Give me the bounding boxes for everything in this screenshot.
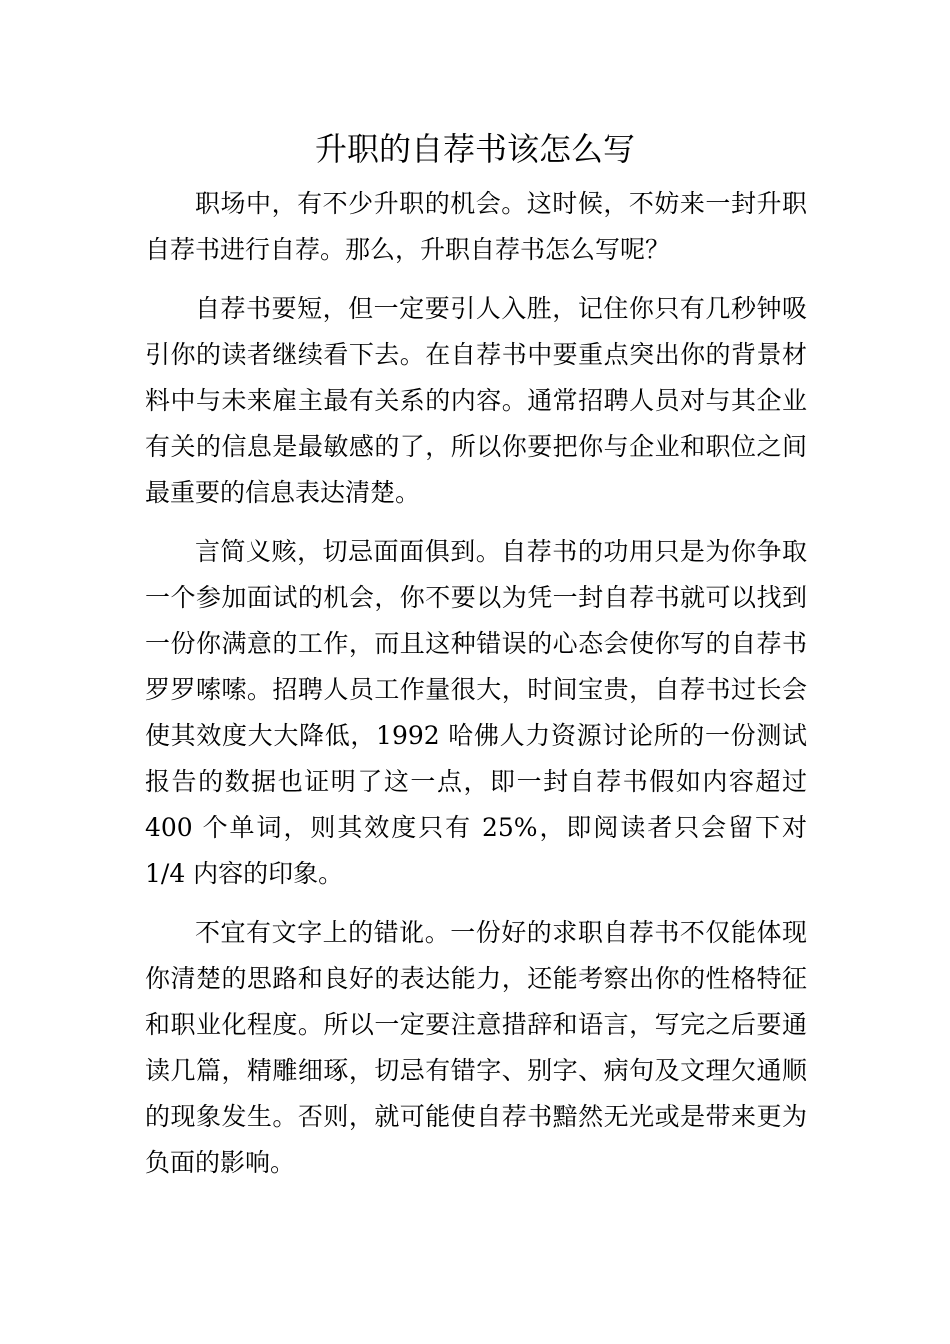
paragraph: 不宜有文字上的错讹。一份好的求职自荐书不仅能体现你清楚的思路和良好的表达能力，还能考察出你的性格特征和职业化程度。所以一定要注意措辞和语言，写完之后要通读几篇，精雕细琢，切忌有错字、别字、病句及文理欠通顺的现象发生。否则，就可能使自荐书黯然无光或是带来更为负面的影响。 <box>145 918 807 1177</box>
paragraph: 自荐书要短，但一定要引人入胜，记住你只有几秒钟吸引你的读者继续看下去。在自荐书中要重点突出你的背景材料中与未来雇主最有关系的内容。通常招聘人员对与其企业有关的信息是最敏感的了，所以你要把你与企业和职位之间最重要的信息表达清楚。 <box>145 294 807 507</box>
paragraph: 言简义赅，切忌面面俱到。自荐书的功用只是为你争取一个参加面试的机会，你不要以为凭一封自荐书就可以找到一份你满意的工作，而且这种错误的心态会使你写的自荐书罗罗嗦嗦。招聘人员工作量很大，时间宝贵，自荐书过长会使其效度大大降低，1992 哈佛人力资源讨论所的一份测试报告的数据也证明了这一点，即一封自荐书假如内容超过 400 个单词，则其效度只有 25%，即阅读者只会留下对 1/4 内容的印象。 <box>145 537 807 888</box>
paragraph: 职场中，有不少升职的机会。这时候，不妨来一封升职自荐书进行自荐。那么，升职自荐书怎么写呢？ <box>145 189 807 264</box>
document-title: 升职的自荐书该怎么写 <box>314 130 635 168</box>
document-body <box>145 181 807 1199</box>
